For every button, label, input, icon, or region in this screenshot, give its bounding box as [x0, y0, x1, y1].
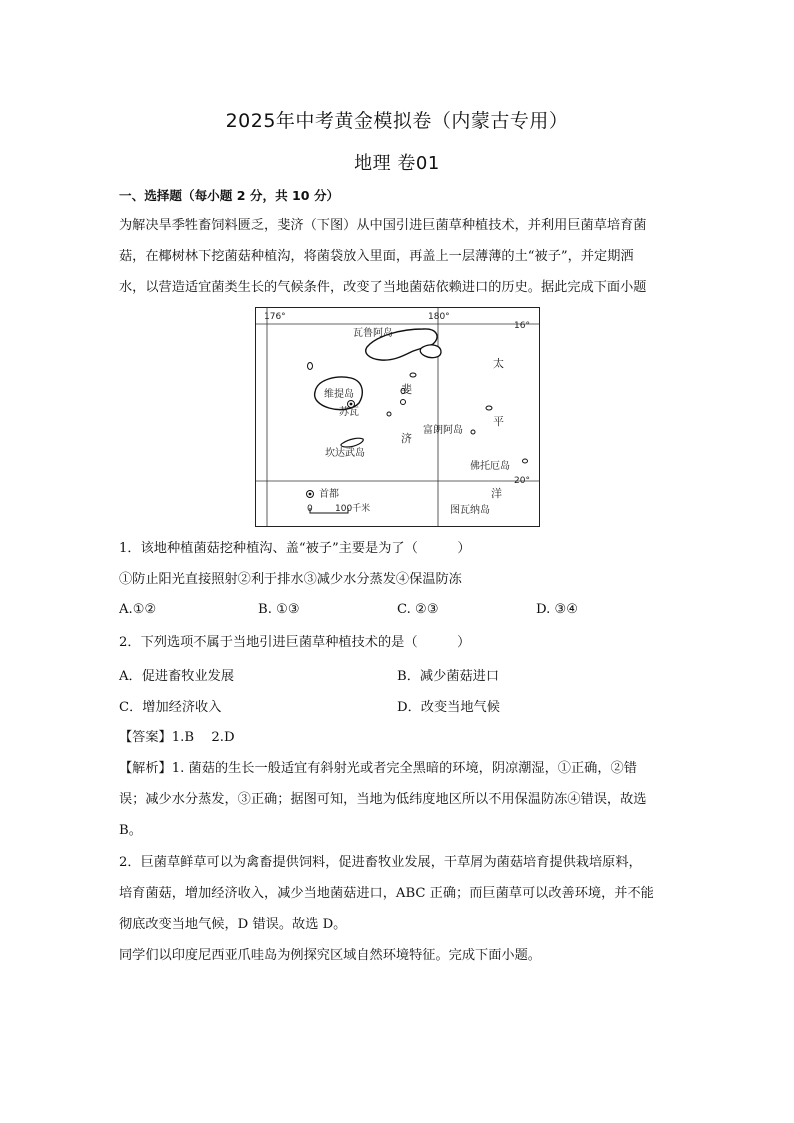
exam-subtitle: 地理 卷01 — [354, 153, 440, 174]
lon-left-label: 176° — [264, 312, 286, 322]
scale-zero-label: 0 — [307, 504, 313, 514]
question-2-stem: 2．下列选项不属于当地引进巨菌草种植技术的是（ ） — [119, 635, 471, 650]
suva-label: 苏瓦 — [339, 407, 359, 418]
exam-title: 2025年中考黄金模拟卷（内蒙古专用） — [225, 110, 569, 132]
q2-option-b[interactable]: B．减少菌菇进口 — [397, 669, 500, 684]
analysis-line: 培育菌菇，增加经济收入，减少当地菌菇进口，ABC 正确；而巨菌草可以改善环境，并不能 — [119, 886, 654, 901]
analysis-line: B。 — [119, 823, 142, 838]
lat-bottom-label: 20° — [514, 476, 530, 486]
q1-option-c[interactable]: C. ②③ — [397, 602, 439, 617]
intro-line: 菇，在椰树林下挖菌菇种植沟，将菌袋放入里面，再盖上一层薄薄的土“被子”，并定期洒 — [119, 249, 634, 264]
fiji-char-label: 济 — [401, 432, 412, 445]
vanua-levu-label: 瓦鲁阿岛 — [353, 328, 393, 339]
analysis-line: 误；减少水分蒸发，③正确；据图可知，当地为低纬度地区所以不用保温防冻④错误，故选 — [119, 792, 647, 807]
islet — [308, 363, 313, 370]
question-1-items: ①防止阳光直接照射②利于排水③减少水分蒸发④保温防冻 — [119, 572, 462, 587]
lat-top-label: 16° — [514, 321, 530, 331]
capital-legend-dot — [309, 493, 312, 496]
lon-right-label: 180° — [428, 312, 450, 322]
analysis-line: 【解析】1. 菌菇的生长一般适宜有斜射光或者完全黑暗的环境，阴凉潮湿，①正确，②错 — [119, 761, 637, 776]
vatoa-label: 佛托厄岛 — [470, 461, 510, 472]
viti-levu-label: 维提岛 — [324, 389, 354, 400]
islet — [523, 459, 528, 463]
q2-option-d[interactable]: D．改变当地气候 — [397, 700, 500, 715]
fiji-map — [255, 307, 540, 527]
capital-legend-label: 首都 — [319, 489, 339, 500]
analysis-line: 2．巨菌草鲜草可以为禽畜提供饲料，促进畜牧业发展，干草屑为菌菇培育提供栽培原料， — [119, 855, 642, 870]
fiji-char-label: 斐 — [401, 383, 412, 396]
suva-capital-dot — [350, 403, 353, 406]
kadavu-label: 坎达武岛 — [325, 448, 365, 459]
pacific-char-label: 洋 — [491, 487, 502, 500]
intro-line: 为解决旱季牲畜饲料匮乏，斐济（下图）从中国引进巨菌草种植技术，并利用巨菌草培育菌 — [119, 218, 647, 233]
ono-label: 图瓦纳岛 — [450, 505, 490, 516]
q1-option-b[interactable]: B. ①③ — [258, 602, 300, 617]
islet — [410, 373, 416, 377]
answer-line: 【答案】1.B 2.D — [119, 730, 235, 745]
fiji-map-svg — [255, 307, 540, 527]
section-heading: 一、选择题（每小题 2 分，共 10 分） — [119, 188, 340, 203]
analysis-line: 彻底改变当地气候，D 错误。故选 D。 — [119, 917, 347, 932]
q2-option-a[interactable]: A．促进畜牧业发展 — [119, 669, 235, 684]
islet — [401, 400, 406, 405]
q1-option-a[interactable]: A.①② — [119, 602, 157, 617]
pacific-char-label: 太 — [493, 357, 504, 370]
islet — [387, 412, 391, 416]
q1-option-d[interactable]: D. ③④ — [536, 602, 579, 617]
intro-line: 水，以营造适宜菌类生长的气候条件，改变了当地菌菇依赖进口的历史。据此完成下面小题 — [119, 280, 647, 295]
pacific-char-label: 平 — [493, 415, 504, 428]
scale-length-label: 100千米 — [335, 504, 371, 514]
next-intro-line: 同学们以印度尼西亚爪哇岛为例探究区域自然环境特征。完成下面小题。 — [119, 948, 541, 963]
question-1-stem: 1．该地种植菌菇挖种植沟、盖“被子”主要是为了（ ） — [119, 541, 471, 556]
islet — [486, 406, 492, 410]
islet — [471, 430, 475, 434]
taveuni-island — [420, 345, 441, 358]
q2-option-c[interactable]: C．增加经济收入 — [119, 700, 222, 715]
lau-label: 富朗阿岛 — [423, 425, 463, 436]
